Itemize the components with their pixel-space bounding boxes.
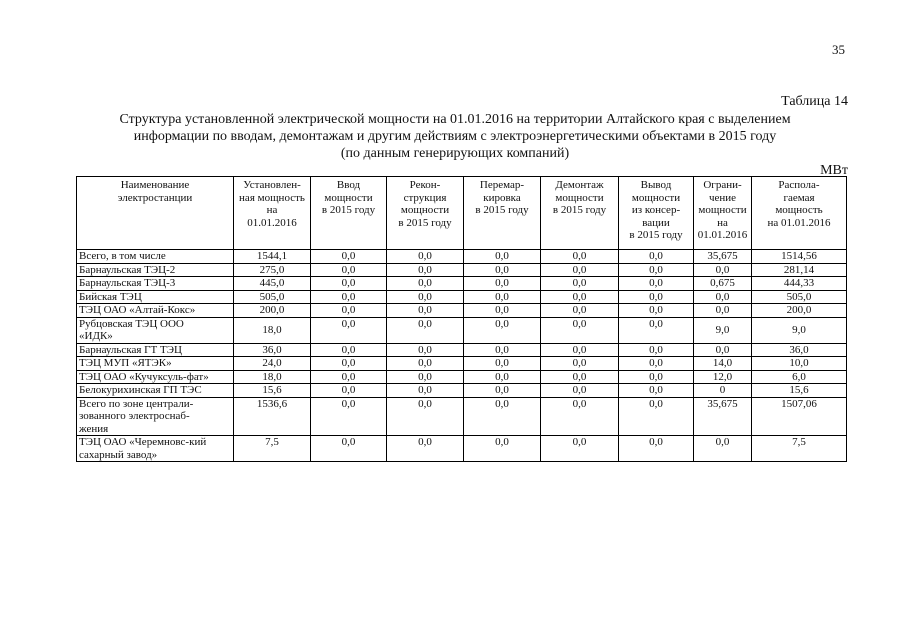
value-cell: 0,0: [464, 436, 541, 462]
station-name-line: «ИДК»: [79, 330, 113, 342]
table-row: [77, 357, 847, 371]
value-cell: 0,0: [541, 370, 619, 384]
value-cell: 0,0: [694, 290, 752, 304]
column-header-line: мощность: [775, 204, 823, 216]
column-header-line: гаемая: [783, 191, 815, 204]
value-cell: 0,0: [387, 397, 464, 436]
station-name-line: Белокурихинская ГП ТЭС: [79, 384, 202, 396]
station-name-line: Барнаульская ТЭЦ-3: [79, 277, 176, 289]
title-line: Структура установленной электрической мощности на 01.01.2016 на территории Алтайского края с выделением: [119, 112, 791, 127]
column-header-line: 01.01.2016: [697, 229, 748, 241]
value-cell: 0,0: [464, 343, 541, 357]
value-cell: 0,0: [541, 343, 619, 357]
column-header-line: Установлен-: [243, 179, 301, 191]
table-row: [77, 317, 847, 343]
value-cell: 505,0: [234, 290, 311, 304]
value-cell: 7,5: [234, 436, 311, 462]
value-cell: 0,0: [311, 250, 387, 264]
column-header: [387, 177, 464, 250]
column-header: [311, 177, 387, 250]
value-cell: 0,0: [387, 317, 464, 343]
station-name-line: ТЭЦ ОАО «Черемновс-кий: [79, 436, 207, 448]
table-row: [77, 290, 847, 304]
value-cell: 0: [694, 384, 752, 398]
value-cell: 275,0: [234, 263, 311, 277]
value-cell: 10,0: [752, 357, 847, 371]
column-header-line: струкция: [403, 191, 447, 204]
value-cell: 0,0: [619, 304, 694, 318]
value-cell: 35,675: [694, 397, 752, 436]
value-cell: 0,0: [311, 436, 387, 462]
value-cell: 0,0: [694, 343, 752, 357]
value-cell: 200,0: [752, 304, 847, 318]
value-cell: 1507,06: [752, 397, 847, 436]
value-cell: 1514,56: [752, 250, 847, 264]
table-row: [77, 343, 847, 357]
value-cell: 444,33: [752, 277, 847, 291]
table-row: [77, 263, 847, 277]
value-cell: 0,0: [541, 357, 619, 371]
value-cell: 0,0: [619, 263, 694, 277]
unit-label: МВт: [820, 163, 848, 178]
station-name-line: ТЭЦ МУП «ЯТЭК»: [79, 357, 172, 369]
station-name: [77, 384, 234, 398]
value-cell: 1544,1: [234, 250, 311, 264]
value-cell: 0,0: [619, 436, 694, 462]
column-header: [619, 177, 694, 250]
column-header-line: мощности: [324, 191, 373, 204]
value-cell: 35,675: [694, 250, 752, 264]
column-header-line: мощности: [631, 191, 681, 204]
station-name-line: Барнаульская ТЭЦ-2: [79, 263, 176, 276]
station-name-line: жения: [79, 422, 109, 435]
column-header-line: 01.01.2016: [247, 216, 297, 229]
station-name: [77, 370, 234, 384]
value-cell: 0,0: [541, 304, 619, 318]
station-name: [77, 436, 234, 462]
column-header-line: на: [266, 204, 278, 216]
value-cell: 0,0: [387, 436, 464, 462]
value-cell: 0,0: [464, 277, 541, 291]
column-header-line: Ограни-: [703, 179, 742, 191]
station-name-line: ТЭЦ ОАО «Кучуксуль-фат»: [79, 370, 209, 383]
value-cell: 0,0: [311, 370, 387, 384]
value-cell: 0,0: [619, 397, 694, 436]
value-cell: 18,0: [234, 370, 311, 384]
value-cell: 18,0: [234, 317, 311, 343]
column-header-line: Наименование: [120, 179, 190, 191]
value-cell: 9,0: [694, 317, 752, 343]
value-cell: 14,0: [694, 357, 752, 371]
value-cell: 0,0: [387, 290, 464, 304]
value-cell: 24,0: [234, 357, 311, 371]
value-cell: 0,0: [311, 317, 387, 343]
value-cell: 0,0: [387, 250, 464, 264]
station-name: [77, 397, 234, 436]
value-cell: 12,0: [694, 370, 752, 384]
value-cell: 0,0: [387, 343, 464, 357]
value-cell: 0,0: [387, 384, 464, 398]
value-cell: 0,0: [541, 397, 619, 436]
column-header-line: Распола-: [778, 179, 820, 191]
station-name-line: Бийская ТЭЦ: [79, 290, 142, 303]
column-header-line: мощности: [555, 191, 604, 204]
station-name: [77, 277, 234, 291]
value-cell: 0,0: [311, 263, 387, 277]
value-cell: 0,0: [311, 277, 387, 291]
table-number: Таблица 14: [781, 94, 848, 109]
column-header-line: в 2015 году: [475, 204, 529, 216]
column-header-line: из консер-: [631, 204, 681, 216]
station-name-line: Рубцовская ТЭЦ ООО: [79, 317, 184, 330]
station-name-line: зованного электроснаб-: [79, 410, 190, 422]
column-header-line: на 01.01.2016: [767, 216, 831, 229]
value-cell: 0,0: [464, 397, 541, 436]
value-cell: 0,0: [387, 304, 464, 318]
value-cell: 0,0: [619, 384, 694, 398]
value-cell: 0,0: [541, 317, 619, 343]
title-line: информации по вводам, демонтажам и другим действиям с электроэнергетическими объектами в 2015 году: [133, 129, 777, 144]
column-header-line: кировка: [483, 191, 521, 204]
value-cell: 0,0: [541, 290, 619, 304]
column-header-line: в 2015 году: [398, 216, 452, 229]
station-name: [77, 357, 234, 371]
value-cell: 0,0: [464, 290, 541, 304]
value-cell: 0,0: [464, 370, 541, 384]
value-cell: 36,0: [752, 343, 847, 357]
station-name-line: Всего, в том числе: [79, 250, 166, 262]
column-header-line: в 2015 году: [629, 229, 683, 241]
column-header: [77, 177, 234, 250]
value-cell: 0,0: [464, 357, 541, 371]
column-header: [752, 177, 847, 250]
value-cell: 200,0: [234, 304, 311, 318]
column-header-line: на: [717, 216, 728, 229]
value-cell: 9,0: [752, 317, 847, 343]
value-cell: 0,0: [694, 263, 752, 277]
value-cell: 0,0: [311, 343, 387, 357]
value-cell: 7,5: [752, 436, 847, 462]
column-header-line: ная мощность: [239, 191, 305, 204]
table-row: [77, 304, 847, 318]
value-cell: 0,0: [311, 397, 387, 436]
value-cell: 281,14: [752, 263, 847, 277]
value-cell: 0,0: [619, 343, 694, 357]
column-header-line: Демонтаж: [555, 179, 604, 191]
value-cell: 0,0: [311, 304, 387, 318]
table-row: [77, 277, 847, 291]
table-row: [77, 384, 847, 398]
value-cell: 0,0: [387, 263, 464, 277]
value-cell: 0,0: [464, 263, 541, 277]
page-number: 35: [832, 42, 845, 57]
value-cell: 0,0: [541, 250, 619, 264]
value-cell: 0,0: [541, 436, 619, 462]
column-header: [234, 177, 311, 250]
station-name: [77, 290, 234, 304]
column-header-line: Вывод: [640, 179, 672, 191]
station-name: [77, 263, 234, 277]
column-header: [464, 177, 541, 250]
table-title: [70, 111, 840, 162]
column-header-line: в 2015 году: [552, 204, 607, 216]
column-header-line: в 2015 году: [321, 204, 376, 216]
value-cell: 0,0: [619, 250, 694, 264]
value-cell: 0,0: [619, 357, 694, 371]
value-cell: 0,0: [464, 304, 541, 318]
value-cell: 0,0: [311, 290, 387, 304]
column-header: [694, 177, 752, 250]
table-row: [77, 397, 847, 436]
value-cell: 0,0: [311, 384, 387, 398]
value-cell: 6,0: [752, 370, 847, 384]
value-cell: 0,0: [464, 317, 541, 343]
station-name-line: Всего по зоне централи-: [79, 397, 194, 410]
capacity-table: [76, 176, 847, 462]
station-name-line: ТЭЦ ОАО «Алтай-Кокс»: [79, 304, 196, 316]
value-cell: 0,0: [464, 250, 541, 264]
column-header: [541, 177, 619, 250]
value-cell: 0,0: [541, 263, 619, 277]
station-name-line: Барнаульская ГТ ТЭЦ: [79, 343, 182, 356]
value-cell: 0,0: [387, 277, 464, 291]
value-cell: 0,0: [541, 277, 619, 291]
value-cell: 36,0: [234, 343, 311, 357]
station-name: [77, 250, 234, 264]
column-header-line: Рекон-: [409, 179, 441, 191]
table-row: [77, 436, 847, 462]
column-header-line: мощности: [400, 204, 450, 216]
value-cell: 15,6: [234, 384, 311, 398]
station-name: [77, 317, 234, 343]
value-cell: 0,0: [464, 384, 541, 398]
value-cell: 0,0: [541, 384, 619, 398]
value-cell: 0,0: [694, 436, 752, 462]
value-cell: 0,675: [694, 277, 752, 291]
column-header-line: Ввод: [336, 179, 361, 191]
value-cell: 0,0: [387, 357, 464, 371]
column-header-line: Перемар-: [479, 179, 525, 191]
station-name: [77, 343, 234, 357]
table-row: [77, 250, 847, 264]
value-cell: 0,0: [311, 357, 387, 371]
column-header-line: чение: [708, 191, 737, 204]
value-cell: 0,0: [694, 304, 752, 318]
value-cell: 505,0: [752, 290, 847, 304]
value-cell: 0,0: [619, 370, 694, 384]
value-cell: 0,0: [619, 277, 694, 291]
title-line: (по данным генерирующих компаний): [340, 146, 570, 161]
value-cell: 0,0: [619, 290, 694, 304]
table-row: [77, 370, 847, 384]
station-name-line: сахарный завод»: [79, 448, 158, 461]
value-cell: 1536,6: [234, 397, 311, 436]
column-header-line: мощности: [698, 204, 747, 216]
value-cell: 445,0: [234, 277, 311, 291]
column-header-line: вации: [642, 216, 670, 229]
station-name: [77, 304, 234, 318]
value-cell: 0,0: [387, 370, 464, 384]
header-row: [77, 177, 847, 250]
value-cell: 15,6: [752, 384, 847, 398]
value-cell: 0,0: [619, 317, 694, 343]
column-header-line: электростанции: [117, 191, 193, 204]
